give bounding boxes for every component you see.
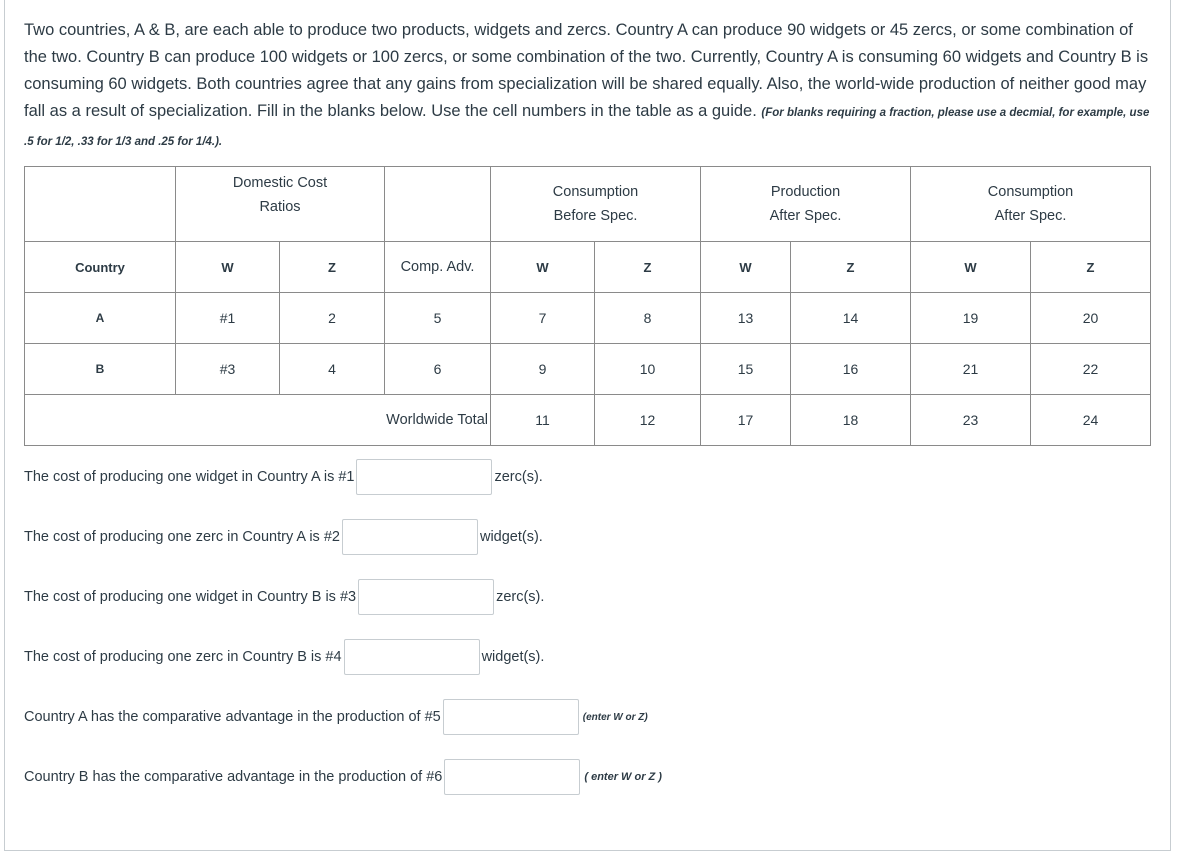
question-1-suffix: zerc(s). <box>494 469 543 485</box>
row-label-a: A <box>25 293 176 344</box>
table-cell: 16 <box>791 344 911 395</box>
question-2-text: The cost of producing one zerc in Country A is #2 <box>24 529 340 545</box>
answer-input-3[interactable] <box>358 579 494 615</box>
group-domestic-cost-line1: Domestic Cost <box>232 175 328 191</box>
col-cb-z: Z <box>595 242 701 293</box>
intro-text: Two countries, A & B, are each able to produce two products, widgets and zercs. Country A can produce 90 widgets or 45 zercs, or some combination of the two. Country B can produce 100 widgets or 100 zercs, or some combination of the two. Currently, Country A is consuming 60 widgets and Country B is consuming 60 widgets. Both countries agree that any gains from specialization will be shared equally. Also, the world-wide production of neither good may fall as a result of specialization. Fill in the blanks below. Use the cell numbers in the table as a guide. <box>24 21 1149 120</box>
group-cons-before-line2: Before Spec. <box>553 208 638 224</box>
table-cell: 15 <box>701 344 791 395</box>
question-5-hint: (enter W or Z) <box>582 711 648 723</box>
data-table <box>24 166 1151 446</box>
table-cell: 23 <box>911 395 1031 446</box>
answer-input-2[interactable] <box>342 519 478 555</box>
question-3-text: The cost of producing one widget in Country B is #3 <box>24 589 357 605</box>
table-cell: 18 <box>791 395 911 446</box>
question-1 <box>24 458 543 496</box>
question-1-text: The cost of producing one widget in Country A is #1 <box>24 469 355 485</box>
question-4-suffix: widget(s). <box>481 649 545 665</box>
table-row <box>25 344 1151 395</box>
question-2-suffix: widget(s). <box>479 529 543 545</box>
answer-input-1[interactable] <box>356 459 492 495</box>
question-6 <box>24 758 662 796</box>
table-cell: 9 <box>491 344 595 395</box>
col-dc-z: Z <box>280 242 385 293</box>
question-6-hint: ( enter W or Z ) <box>584 771 662 783</box>
comp-adv-top-cell <box>385 167 491 242</box>
table-cell: 22 <box>1031 344 1151 395</box>
corner-cell <box>25 167 176 242</box>
table-cell: 20 <box>1031 293 1151 344</box>
group-cons-before-line1: Consumption <box>552 184 639 200</box>
group-domestic-cost <box>176 167 385 242</box>
group-cons-after-line1: Consumption <box>987 184 1074 200</box>
group-prod-after-line1: Production <box>770 184 841 200</box>
question-2 <box>24 518 543 556</box>
col-comp-adv: Comp. Adv. <box>385 242 491 293</box>
answer-input-6[interactable] <box>444 759 580 795</box>
answer-input-5[interactable] <box>443 699 579 735</box>
table-cell: #3 <box>176 344 280 395</box>
col-pa-z: Z <box>791 242 911 293</box>
row-label-b: B <box>25 344 176 395</box>
question-6-text: Country B has the comparative advantage in the production of #6 <box>24 769 443 785</box>
table-cell: 10 <box>595 344 701 395</box>
question-5 <box>24 698 648 736</box>
group-prod-after-line2: After Spec. <box>769 208 842 224</box>
col-dc-w: W <box>176 242 280 293</box>
col-pa-w: W <box>701 242 791 293</box>
group-consumption-before <box>491 167 701 242</box>
question-4-text: The cost of producing one zerc in Country B is #4 <box>24 649 342 665</box>
table-cell: 24 <box>1031 395 1151 446</box>
table-cell: #1 <box>176 293 280 344</box>
answer-input-4[interactable] <box>344 639 480 675</box>
table-cell: 7 <box>491 293 595 344</box>
table-cell: 21 <box>911 344 1031 395</box>
table-cell: 12 <box>595 395 701 446</box>
question-3 <box>24 578 544 616</box>
group-cons-after-line2: After Spec. <box>994 208 1067 224</box>
worldwide-total-label: Worldwide Total <box>25 395 491 446</box>
group-consumption-after <box>911 167 1151 242</box>
table-cell: 14 <box>791 293 911 344</box>
question-4 <box>24 638 544 676</box>
table-cell: 19 <box>911 293 1031 344</box>
group-domestic-cost-line2: Ratios <box>259 199 301 215</box>
col-ca-w: W <box>911 242 1031 293</box>
question-5-text: Country A has the comparative advantage in the production of #5 <box>24 709 441 725</box>
table-cell: 2 <box>280 293 385 344</box>
table-row-total <box>25 395 1151 446</box>
question-3-suffix: zerc(s). <box>496 589 545 605</box>
table-cell: 5 <box>385 293 491 344</box>
table-cell: 6 <box>385 344 491 395</box>
table-cell: 11 <box>491 395 595 446</box>
table-cell: 8 <box>595 293 701 344</box>
problem-statement <box>24 17 1159 156</box>
col-cb-w: W <box>491 242 595 293</box>
intro-note: (For blanks requiring a fraction, please use a decmial, for example, use .5 for 1/2, .33 for 1/3 and .25 for 1/4.). <box>24 107 1150 148</box>
group-production-after <box>701 167 911 242</box>
table-row <box>25 293 1151 344</box>
table-cell: 13 <box>701 293 791 344</box>
col-ca-z: Z <box>1031 242 1151 293</box>
table-cell: 17 <box>701 395 791 446</box>
col-country: Country <box>25 242 176 293</box>
table-cell: 4 <box>280 344 385 395</box>
